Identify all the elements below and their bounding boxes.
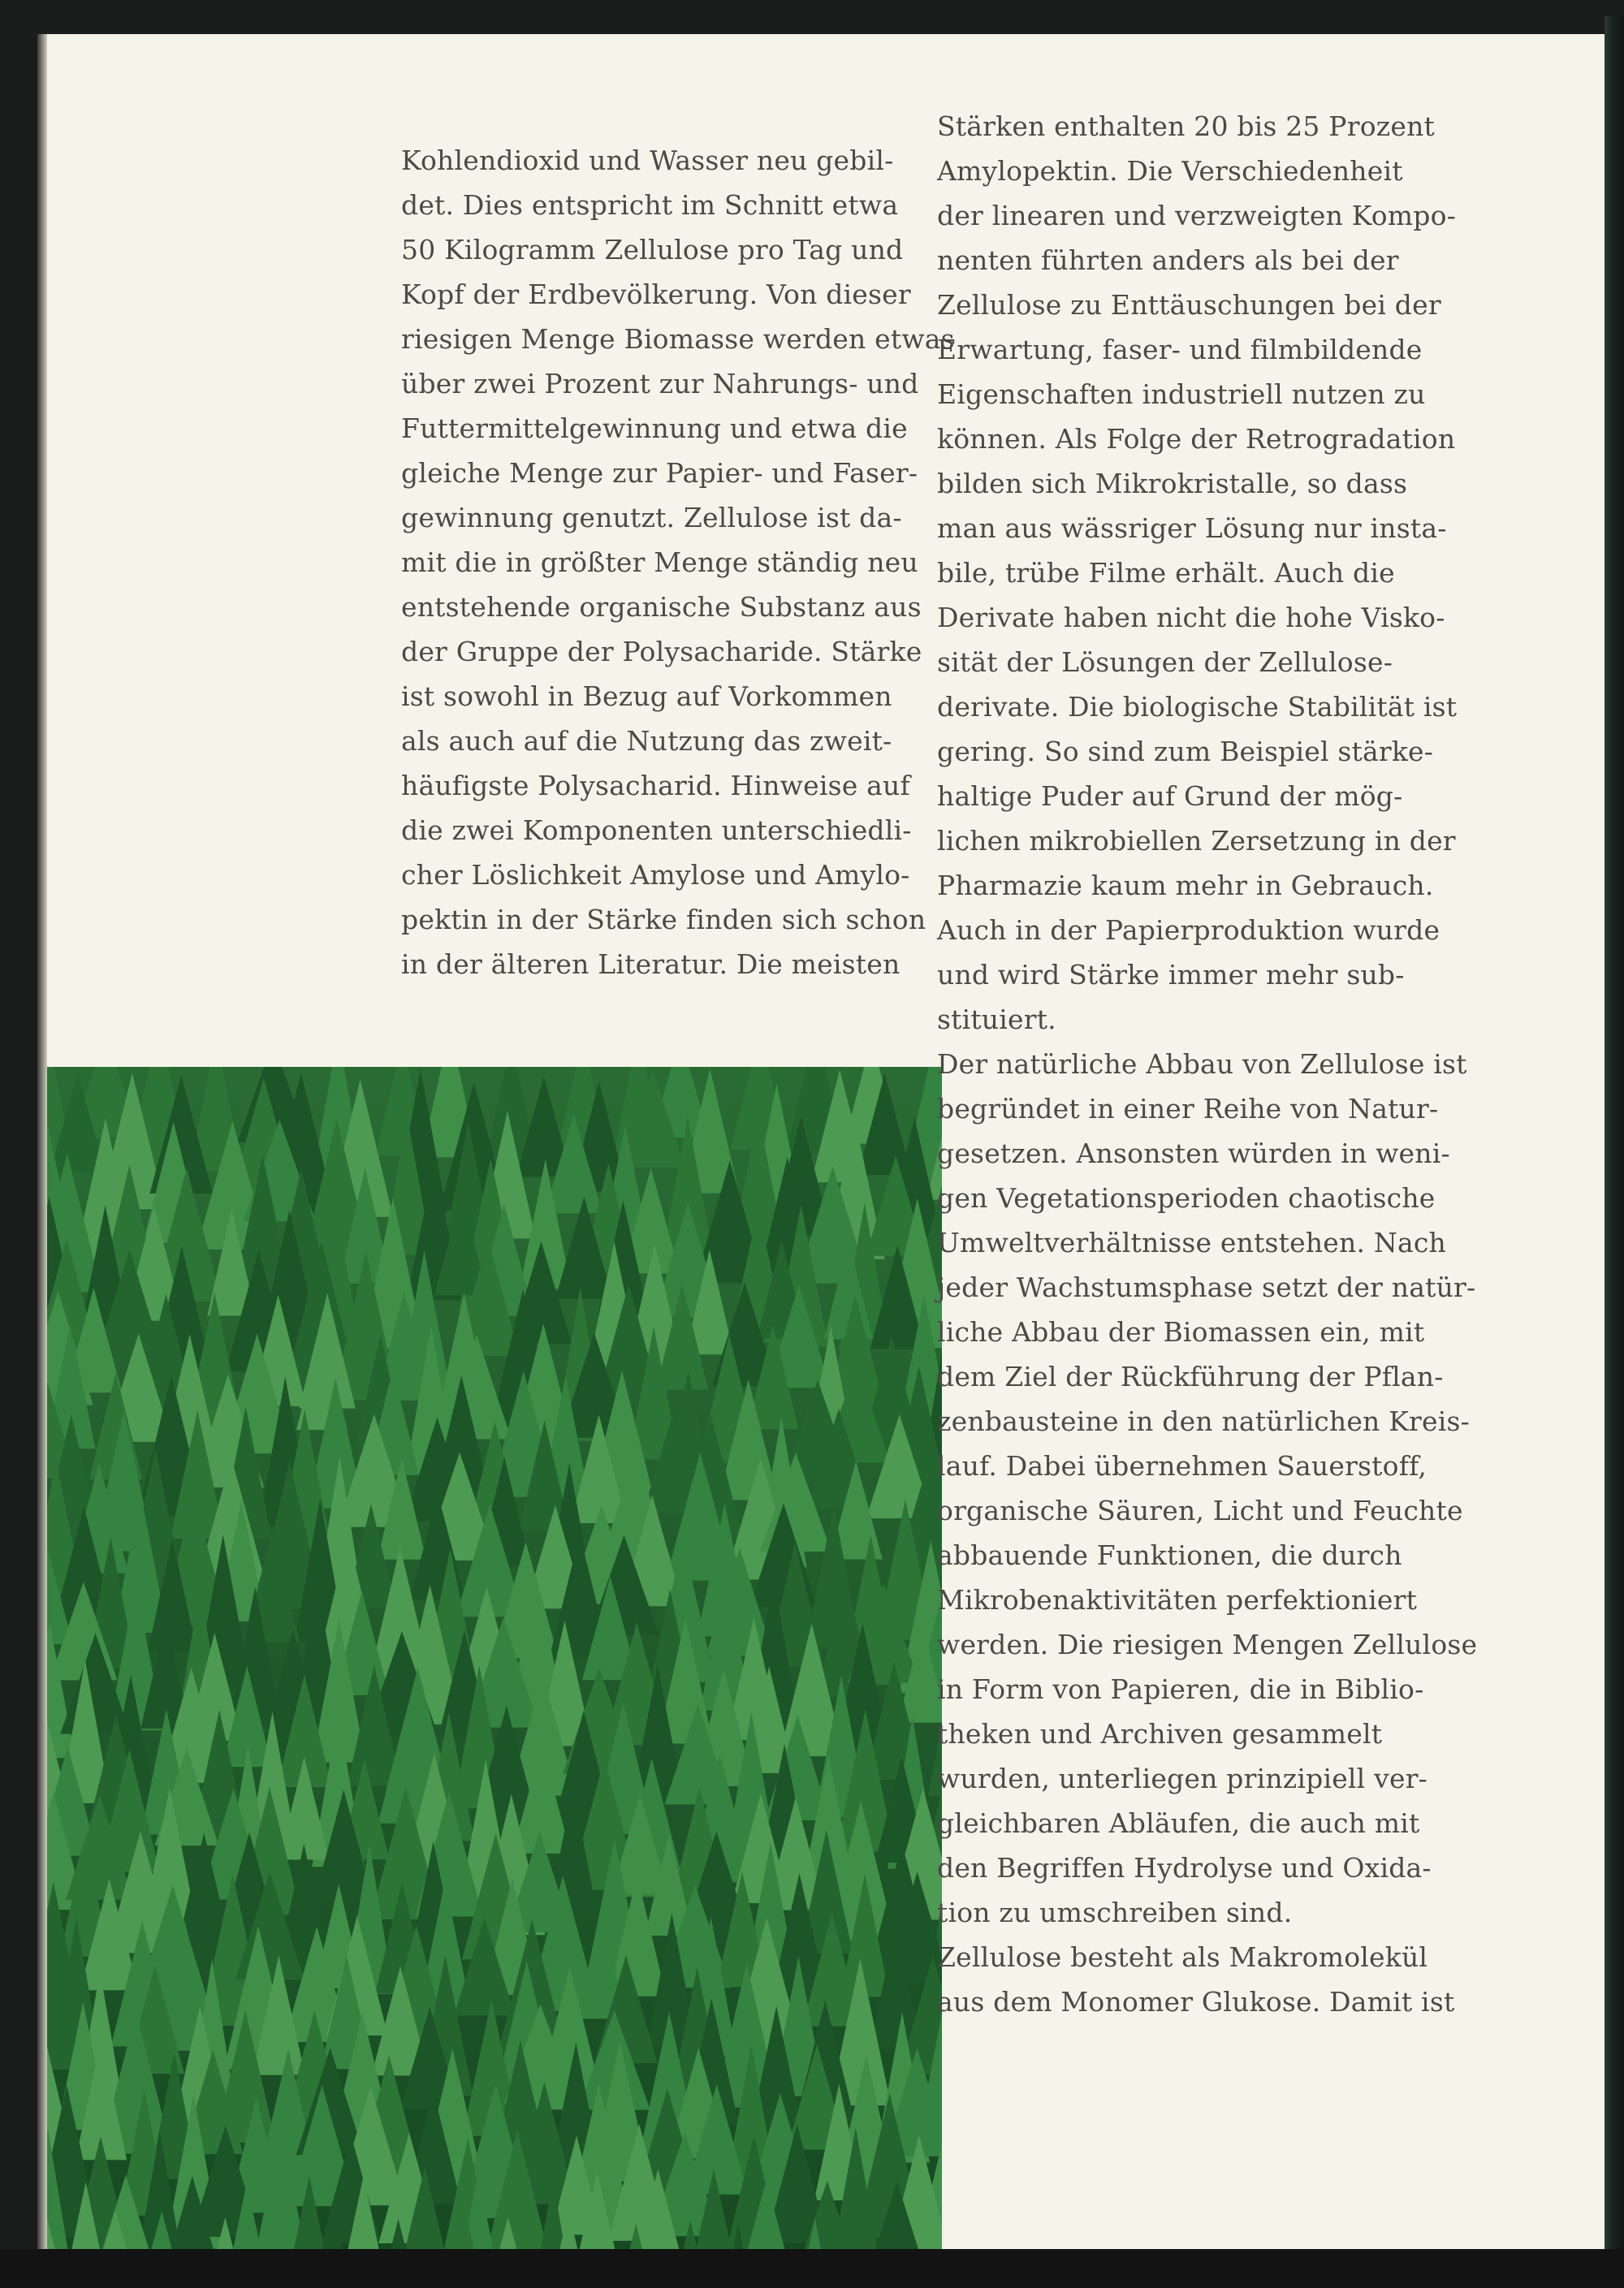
scan-bottom-edge xyxy=(0,2249,1624,2288)
book-spine-edge xyxy=(37,34,47,2249)
forest-canopy-image xyxy=(47,1067,942,2249)
book-cover-edge xyxy=(1605,16,1624,2265)
forest-photo xyxy=(47,1067,942,2249)
right-text-column: Stärken enthalten 20 bis 25 Prozent Amylopektin. Die Verschiedenheit der linearen und verzweigten Kompo- nenten führten anders als bei der Zellulose zu Enttäuschungen bei der Erwartung, faser- und filmbildende Eigenschaften industriell nutzen zu können. Als Folge der Retrogradation bilden sich Mikrokristalle, so dass man aus wässriger Lösung nur insta- bile, trübe Filme erhält. Auch die Derivate haben nicht die hohe Visko- sität der Lösungen der Zellulose- derivate. Die biologische Stabilität ist gering. So sind zum Beispiel stärke- haltige Puder auf Grund der mög- lichen mikrobiellen Zersetzung in der Pharmazie kaum mehr in Gebrauch. Auch in der Papierproduktion wurde und wird Stärke immer mehr sub- stituiert. Der natürliche Abbau von Zellulose ist begründet in einer Reihe von Natur- gesetzen. Ansonsten würden in weni- gen Vegetationsperioden chaotische Umweltverhältnisse entstehen. Nach jeder Wachstumsphase setzt der natür- liche Abbau der Biomassen ein, mit dem Ziel der Rückführung der Pflan- zenbausteine in den natürlichen Kreis- lauf. Dabei übernehmen Sauerstoff, organische Säuren, Licht und Feuchte abbauende Funktionen, die durch Mikrobenaktivitäten perfektioniert werden. Die riesigen Mengen Zellulose in Form von Papieren, die in Biblio- theken und Archiven gesammelt wurden, unterliegen prinzipiell ver- gleichbaren Abläufen, die auch mit den Begriffen Hydrolyse und Oxida- tion zu umschreiben sind. Zellulose besteht als Makromolekül aus dem Monomer Glukose. Damit ist xyxy=(937,110,1478,2018)
left-text-column: Kohlendioxid und Wasser neu gebil- det. Dies entspricht im Schnitt etwa 50 Kilogramm Zellulose pro Tag und Kopf der Erdbevölkerung. Von dieser riesigen Menge Biomasse werden etwas über zwei Prozent zur Nahrungs- und Futtermittelgewinnung und etwa die gleiche Menge zur Papier- und Faser- gewinnung genutzt. Zellulose ist da- mit die in größter Menge ständig neu entstehende organische Substanz aus der Gruppe der Polysacharide. Stärke ist sowohl in Bezug auf Vorkommen als auch auf die Nutzung das zweit- häufigste Polysacharid. Hinweise auf die zwei Komponenten unterschiedli- cher Löslichkeit Amylose und Amylo- pektin in der Stärke finden sich schon in der älteren Literatur. Die meisten xyxy=(401,145,955,980)
